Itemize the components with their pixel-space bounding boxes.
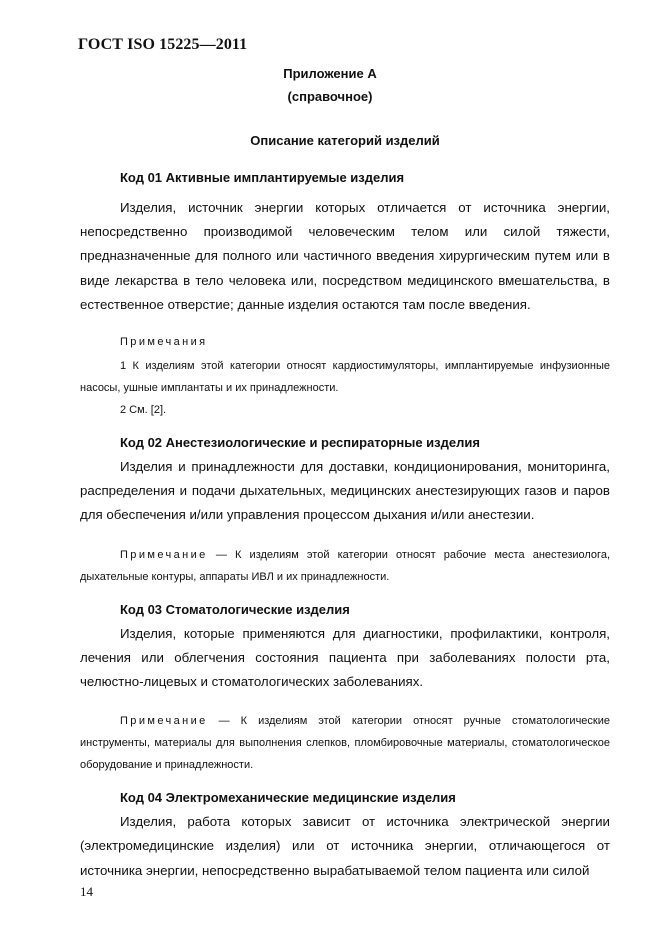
section-heading: Код 01 Активные имплантируемые изделия xyxy=(120,170,405,185)
section-heading: Код 04 Электромеханические медицинские изделия xyxy=(120,790,456,806)
note-label: Примечание xyxy=(120,715,208,728)
note-item: 1 К изделиям этой категории относят кардиостимуляторы, имплантируемые инфузионные насосы, ушные имплантаты и их принадлежности. xyxy=(80,360,610,395)
note xyxy=(80,710,610,776)
standard-designation: ГОСТ ISO 15225—2011 xyxy=(78,36,248,53)
section-body: Изделия, которые применяются для диагностики, профилактики, контроля, лечения или облегчения состояния пациента при заболеваниях полости рта, челюстно-лицевых и стоматологических заболеваниях. xyxy=(80,625,610,690)
section-heading: Код 02 Анестезиологические и респираторные изделия xyxy=(120,435,480,451)
section-code-02 xyxy=(80,433,610,588)
note-text: — К изделиям этой категории относят ручные стоматологические инструменты, материалы для выполнения слепков, пломбировочные материалы, стоматологическое оборудование и принадлежности. xyxy=(80,715,610,772)
section-body: Изделия, источник энергии которых отличается от источника энергии, непосредственно производимой человеческим телом или силой тяжести, предназначенные для полного или частичного введения хирургическим путем или в виде лекарства в тело человека или, посредством медицинского вмешательства, в естественное отверстие; данные изделия остаются там после введения. xyxy=(80,200,610,312)
document-body xyxy=(80,168,610,883)
section-code-01 xyxy=(80,168,610,421)
note-label: Примечания xyxy=(120,336,208,349)
annex-type: (справочное) xyxy=(287,89,373,104)
note-text: — К изделиям этой категории относят рабочие места анестезиолога, дыхательные контуры, аппараты ИВЛ и их принадлежности. xyxy=(80,548,610,583)
note xyxy=(80,544,610,588)
page-number: 14 xyxy=(80,884,93,899)
section-heading: Код 03 Стоматологические изделия xyxy=(120,601,350,617)
note-item: 2 См. [2]. xyxy=(120,404,167,417)
note-label: Примечание xyxy=(120,548,208,561)
section-code-04 xyxy=(80,788,610,883)
section-code-03 xyxy=(80,600,610,777)
annex-title: Приложение А xyxy=(283,66,377,81)
section-body: Изделия и принадлежности для доставки, кондиционирования, мониторинга, распределения и подачи дыхательных, медицинских анестезирующих газов и паров для обеспечения и/или управления процессом дыхания и/или анестезии. xyxy=(80,459,610,523)
section-body: Изделия, работа которых зависит от источника электрической энергии (электромедицинские изделия) или от источника энергии, отличающегося от источника энергии, непосредственно вырабатываемой телом пациента или силой xyxy=(80,814,610,878)
section-title: Описание категорий изделий xyxy=(250,133,440,148)
